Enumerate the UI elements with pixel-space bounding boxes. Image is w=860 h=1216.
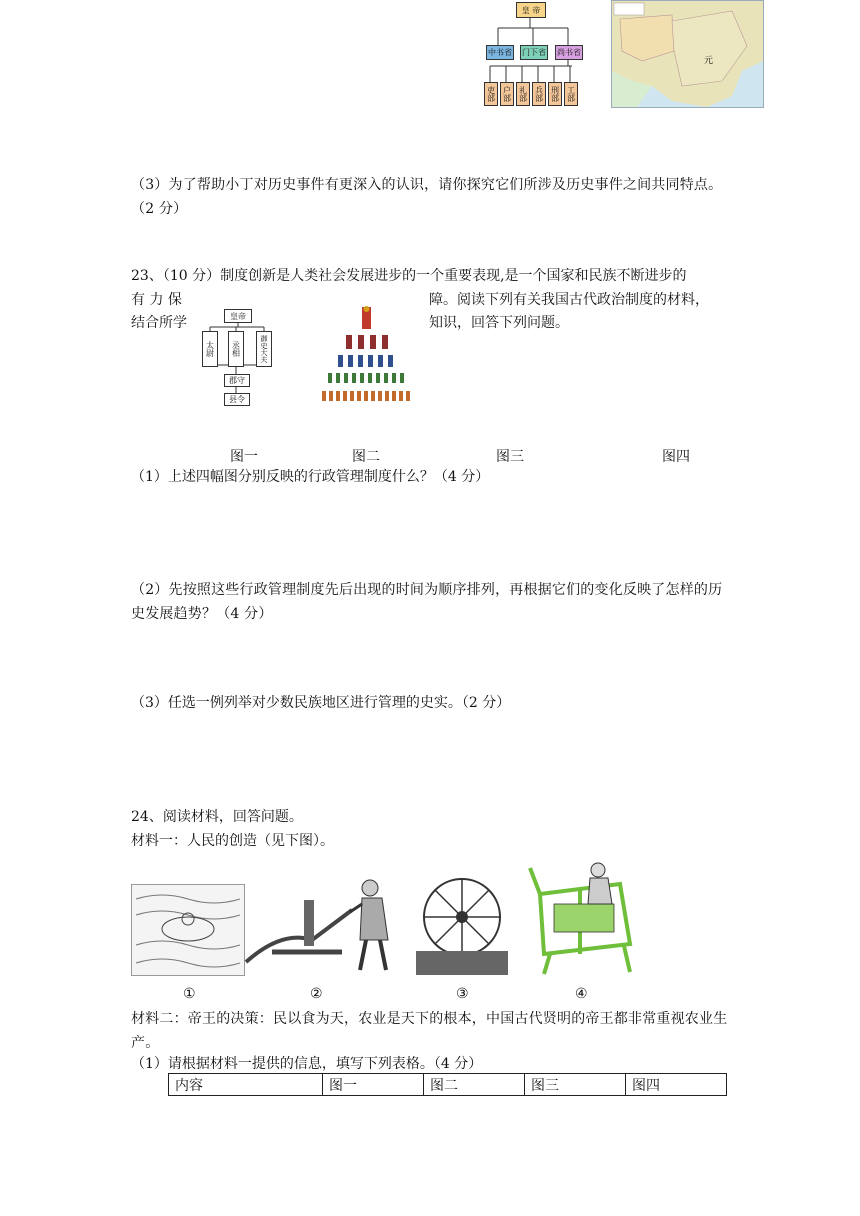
q23-part2: （2）先按照这些行政管理制度先后出现的时间为顺序排列，再根据它们的变化反映了怎样的历史发展趋势？（4 分） xyxy=(131,582,723,622)
yushidafu-box: 御史大夫 xyxy=(256,331,272,367)
dept-box-2: 门下省 xyxy=(520,45,548,60)
hierarchy-pyramid-figure xyxy=(318,305,414,409)
dept-box-1: 中书省 xyxy=(486,45,514,60)
q23-part1: （1）上述四幅图分别反映的行政管理制度什么？（4 分） xyxy=(131,469,490,485)
table-cell: 图三 xyxy=(525,1074,626,1096)
picture-1 xyxy=(131,884,245,976)
q24-part1: （1）请根据材料一提供的信息，填写下列表格。（4 分） xyxy=(131,1056,483,1072)
q23-intro-line2a: 有 力 保 xyxy=(131,292,182,308)
pyramid-figures xyxy=(318,305,414,409)
table-row xyxy=(169,1074,727,1096)
q22-part3: （3）为了帮助小丁对历史事件有更深入的认识，请你探究它们所涉及历史事件之间共同特点。（2 分） xyxy=(131,177,723,217)
three-departments-chart xyxy=(480,0,590,110)
pic-num-3: ③ xyxy=(456,986,469,1002)
picture-4 xyxy=(520,854,638,976)
map-shapes xyxy=(612,1,763,107)
fig-caption-1: 图一 xyxy=(230,449,258,465)
ministry-box-6: 工部 xyxy=(564,82,578,106)
q23-intro-line2b: 障。阅读下列有关我国古代政治制度的材料， xyxy=(429,292,709,308)
taiwei-box: 太尉 xyxy=(202,331,218,367)
dept-box-3: 尚书省 xyxy=(555,45,583,60)
picture-2 xyxy=(242,870,397,975)
chengxiang-box: 丞相 xyxy=(228,331,244,367)
pic-num-2: ② xyxy=(310,986,323,1002)
loom-figure xyxy=(520,854,638,976)
ministry-box-4: 兵部 xyxy=(532,82,546,106)
fig-caption-4: 图四 xyxy=(662,449,690,465)
ministry-box-2: 户部 xyxy=(500,82,514,106)
q23-part3: （3）任选一例列举对少数民族地区进行管理的史实。（2 分） xyxy=(131,695,511,711)
q24-title: 24、阅读材料，回答问题。 xyxy=(131,809,303,825)
q23-intro-line3a: 结合所学 xyxy=(131,315,187,331)
pic-num-1: ① xyxy=(183,986,196,1002)
q24-material1: 材料一：人民的创造（见下图）。 xyxy=(131,833,334,849)
fig-caption-2: 图二 xyxy=(352,449,380,465)
ministry-box-1: 吏部 xyxy=(484,82,498,106)
pic-num-4: ④ xyxy=(575,986,588,1002)
table-cell: 图四 xyxy=(626,1074,727,1096)
map-label: 元 xyxy=(704,56,714,66)
ministry-box-3: 礼部 xyxy=(516,82,530,106)
picture-3 xyxy=(416,875,508,975)
waterwheel-figure xyxy=(416,875,508,975)
junshou-box: 郡守 xyxy=(224,374,250,387)
q23-intro-line1: 23、（10 分）制度创新是人类社会发展进步的一个重要表现,是一个国家和民族不断进步的 xyxy=(131,268,687,284)
plough-figure xyxy=(242,870,397,975)
yuan-map xyxy=(611,0,764,108)
answer-table xyxy=(168,1073,727,1096)
ministry-box-5: 刑部 xyxy=(548,82,562,106)
table-cell: 内容 xyxy=(169,1074,323,1096)
table-cell: 图一 xyxy=(323,1074,424,1096)
qin-government-chart xyxy=(198,307,278,407)
xianling-box: 县令 xyxy=(224,393,250,406)
picture-1-art xyxy=(132,885,244,975)
emperor-box: 皇 帝 xyxy=(516,2,546,18)
q23-intro-line3b: 知识，回答下列问题。 xyxy=(429,315,569,331)
q24-material2: 材料二：帝王的决策：民以食为天，农业是天下的根本，中国古代贤明的帝王都非常重视农业生产。 xyxy=(131,1011,728,1051)
qin-emperor-box: 皇帝 xyxy=(224,309,252,323)
table-cell: 图二 xyxy=(424,1074,525,1096)
fig-caption-3: 图三 xyxy=(496,449,524,465)
